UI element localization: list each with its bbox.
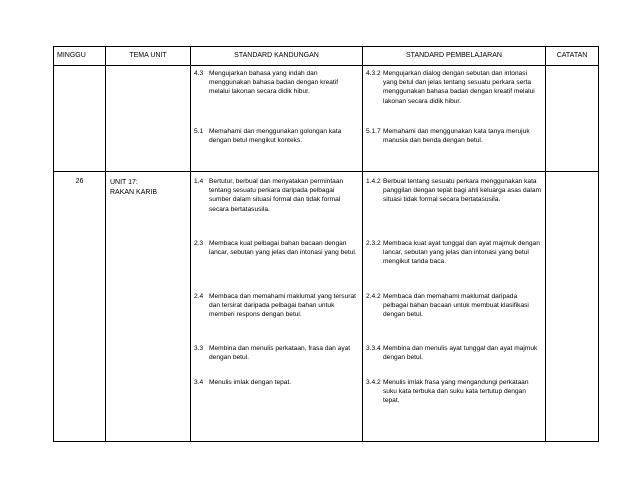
kandungan-number: 5.1 — [194, 128, 204, 135]
pembelajaran-text: Berbual tentang sesuatu perkara menggunakan kata panggilan dengan tepat bagi ahli keluarga asas dalam situasi tidak formal secara bertatasusila. — [383, 178, 542, 204]
unit-label: UNIT 17: — [110, 179, 138, 186]
kandungan-item — [191, 69, 362, 115]
kandungan-item — [191, 292, 362, 338]
pembelajaran-text: Memahami dan menggunakan kata tanya merujuk manusia dan benda dengan betul. — [383, 128, 530, 145]
pembelajaran-item — [363, 127, 545, 145]
pembelajaran-text: Menulis imlak frasa yang mengandungi perkataan suku kata terbuka dan suku kata tertutup dengan tepat. — [383, 379, 529, 405]
kandungan-text: Bertutur, berbual dan menyatakan permintaan tentang sesuatu perkara daripada pelbagai sumber dalam situasi formal dan tidak formal secara bertatasusila. — [209, 178, 344, 213]
kandungan-number: 3.4 — [194, 379, 204, 386]
header-standard-kandungan: STANDARD KANDUNGAN — [191, 47, 363, 66]
pembelajaran-number: 3.3.4 — [366, 345, 381, 352]
kandungan-number: 2.3 — [194, 240, 204, 247]
kandungan-number: 1.4 — [194, 178, 204, 185]
kandungan-text: Membaca dan memahami maklumat yang tersurat dan tersirat daripada pelbagai bahan untuk memberi respons dengan betul. — [209, 293, 356, 319]
kandungan-item — [191, 239, 362, 285]
kandungan-number: 3.3 — [194, 345, 204, 352]
pembelajaran-text: Membaca dan memahami maklumat daripada pelbagai bahan bacaan untuk membuat klasifikasi dengan betul. — [383, 293, 529, 319]
kandungan-item — [191, 127, 362, 145]
pembelajaran-cell — [363, 66, 546, 172]
kandungan-item — [191, 344, 362, 372]
tema-cell — [106, 66, 191, 172]
pembelajaran-number: 2.3.2 — [366, 240, 381, 247]
header-tema-unit: TEMA UNIT — [106, 47, 191, 66]
kandungan-cell — [191, 172, 363, 442]
kandungan-text: Memahami dan menggunakan golongan kata dengan betul mengikut konteks. — [209, 128, 342, 145]
kandungan-item — [191, 177, 362, 232]
kandungan-number: 4.3 — [194, 70, 204, 77]
pembelajaran-item — [363, 292, 545, 338]
pembelajaran-cell — [363, 172, 546, 442]
header-catatan: CATATAN — [546, 47, 599, 66]
kandungan-number: 2.4 — [194, 293, 204, 300]
kandungan-text: Mengujarkan bahasa yang indah dan menggunakan bahasa badan dengan kreatif melalui lakonan secara didik hibur. — [209, 70, 339, 96]
pembelajaran-text: Mengujarkan dialog dengan sebutan dan intonasi yang betul dan jelas tentang sesuatu perkara serta menggunakan bahasa badan dengan kreatif melalui lakonan secara didik hibur. — [383, 70, 535, 105]
kandungan-item — [191, 378, 362, 387]
unit-title: RAKAN KARIB — [110, 189, 158, 196]
kandungan-text: Membaca kuat pelbagai bahan bacaan dengan lancar, sebutan yang jelas dan intonasi yang betul. — [209, 240, 357, 257]
pembelajaran-item — [363, 378, 545, 406]
tema-cell — [106, 172, 191, 442]
minggu-cell: 26 — [54, 172, 106, 442]
pembelajaran-item — [363, 177, 545, 232]
pembelajaran-number: 2.4.2 — [366, 293, 381, 300]
pembelajaran-text: Membina dan menulis ayat tunggal dan ayat majmuk dengan betul. — [383, 345, 538, 362]
table-row — [54, 66, 599, 172]
kandungan-cell — [191, 66, 363, 172]
header-standard-pembelajaran: STANDARD PEMBELAJARAN — [363, 47, 546, 66]
pembelajaran-item — [363, 69, 545, 115]
pembelajaran-number: 3.4.2 — [366, 379, 381, 386]
pembelajaran-item — [363, 239, 545, 285]
pembelajaran-number: 1.4.2 — [366, 178, 381, 185]
header-minggu: MINGGU — [54, 47, 106, 66]
kandungan-text: Membina dan menulis perkataan, frasa dan ayat dengan betul. — [209, 345, 351, 362]
catatan-cell — [546, 172, 599, 442]
pembelajaran-text: Membaca kuat ayat tunggal dan ayat majmuk dengan lancar, sebutan yang jelas dan intonasi yang betul mengikut tanda baca. — [383, 240, 540, 266]
lesson-plan-table — [53, 46, 599, 442]
pembelajaran-item — [363, 344, 545, 372]
kandungan-text: Menulis imlak dengan tepat. — [209, 379, 292, 386]
header-row — [54, 47, 599, 66]
pembelajaran-number: 4.3.2 — [366, 70, 381, 77]
pembelajaran-number: 5.1.7 — [366, 128, 381, 135]
catatan-cell — [546, 66, 599, 172]
table-row — [54, 172, 599, 442]
minggu-cell — [54, 66, 106, 172]
